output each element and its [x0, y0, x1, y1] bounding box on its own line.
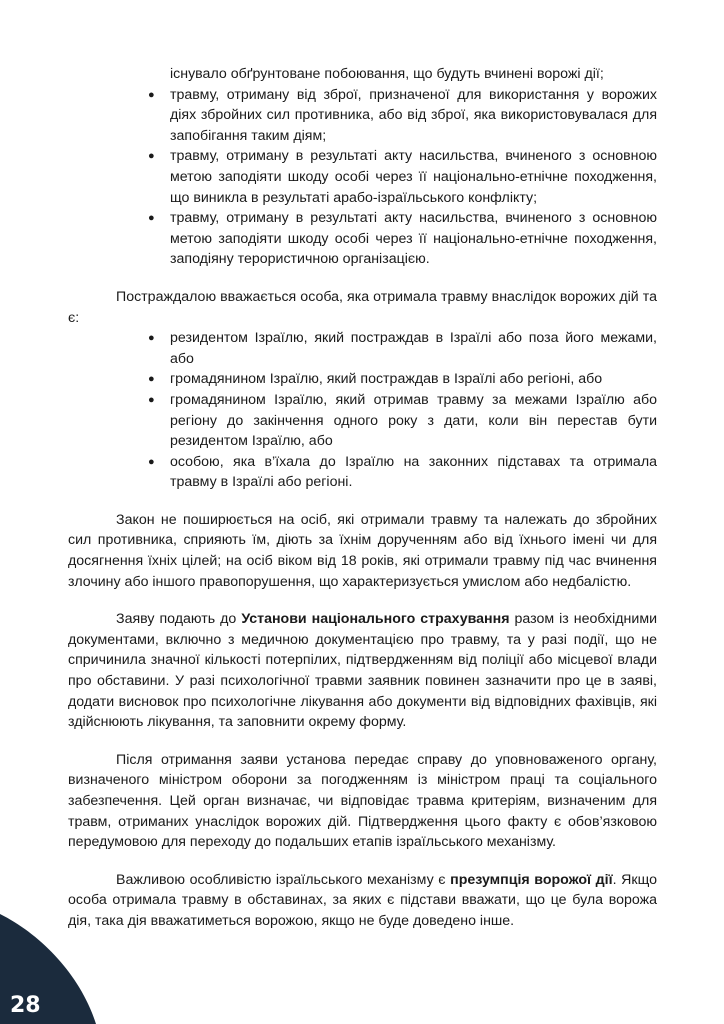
- page-content: [68, 64, 657, 932]
- list-item: ● громадянином Ізраїлю, який постраждав в Ізраїлі або регіоні, або: [154, 369, 657, 390]
- list-item: ● травму, отриману в результаті акту насильства, вчиненого з основною метою заподіяти шкоду особі через її національно-етнічне походження, що виникла в результаті арабо-ізраїльського конфлікту;: [154, 146, 657, 208]
- victim-definition-paragraph: Постраждалою вважається особа, яка отримала травму внаслідок ворожих дій та є:: [68, 288, 657, 326]
- list-item: ● травму, отриману від зброї, призначеної для використання у ворожих діях збройних сил противника, або від зброї, яка використовувалася для запобігання таким діям;: [154, 85, 657, 147]
- list-item: існувало обґрунтоване побоювання, що будуть вчинені ворожі дії;: [170, 66, 604, 82]
- victim-criteria-list: [68, 328, 657, 493]
- list-item: ● резидентом Ізраїлю, який постраждав в Ізраїлі або поза його межами, або: [154, 328, 657, 369]
- hostile-acts-list: [68, 64, 657, 270]
- list-item: ● громадянином Ізраїлю, який отримав травму за межами Ізраїлю або регіону до закінчення одного року з дати, коли він перестав бути резидентом Ізраїлю, або: [154, 390, 657, 452]
- review-process-paragraph: Після отримання заяви установа передає справу до уповноваженого органу, визначеного міністром оборони за погодженням із міністром праці та соціального забезпечення. Цей орган визначає, чи відповідає травма критеріям, визначеним для травм, отриманих унаслідок ворожих дій. Підтвердження цього факту є обов’язковою передумовою для переходу до подальших етапів ізраїльського механізму.: [68, 751, 657, 851]
- presumption-term: презумпція ворожої дії: [450, 871, 613, 888]
- application-paragraph: Заяву подають до Установи національного страхування разом із необхідними документами, включно з медичною документацією про травму, та у разі події, що не спричинила значної кількості потерпілих, підтвердженням від поліції або місцевої влади про обставини. У разі психологічної травми заявник повинен зазначити про це в заяві, додати висновок про психологічне лікування або документи від відповідних фахівців, які здійснюють лікування, та заповнити окрему форму.: [68, 611, 657, 731]
- page-number: 28: [10, 993, 41, 1018]
- list-item: ● особою, яка в’їхала до Ізраїлю на законних підставах та отримала травму в Ізраїлі або регіоні.: [154, 452, 657, 493]
- exclusions-paragraph: Закон не поширюється на осіб, які отримали травму та належать до збройних сил противника, сприяють їм, діють за їхнім дорученням або від їхнього імені чи для досягнення їхніх цілей; на осіб віком від 18 років, які отримали травму під час вчинення злочину або іншого правопорушення, що характеризується умислом або недбалістю.: [68, 511, 657, 590]
- presumption-paragraph: Важливою особливістю ізраїльського механізму є презумпція ворожої дії. Якщо особа отримала травму в обставинах, за яких є підстави вважати, що це була ворожа дія, така дія вважатиметься ворожою, якщо не буде доведено інше.: [68, 871, 657, 929]
- institution-name: Установи національного страхування: [241, 611, 510, 628]
- list-item: ● травму, отриману в результаті акту насильства, вчиненого з основною метою заподіяти шкоду особі через її національно-етнічне походження, заподіяну терористичною організацією.: [154, 208, 657, 270]
